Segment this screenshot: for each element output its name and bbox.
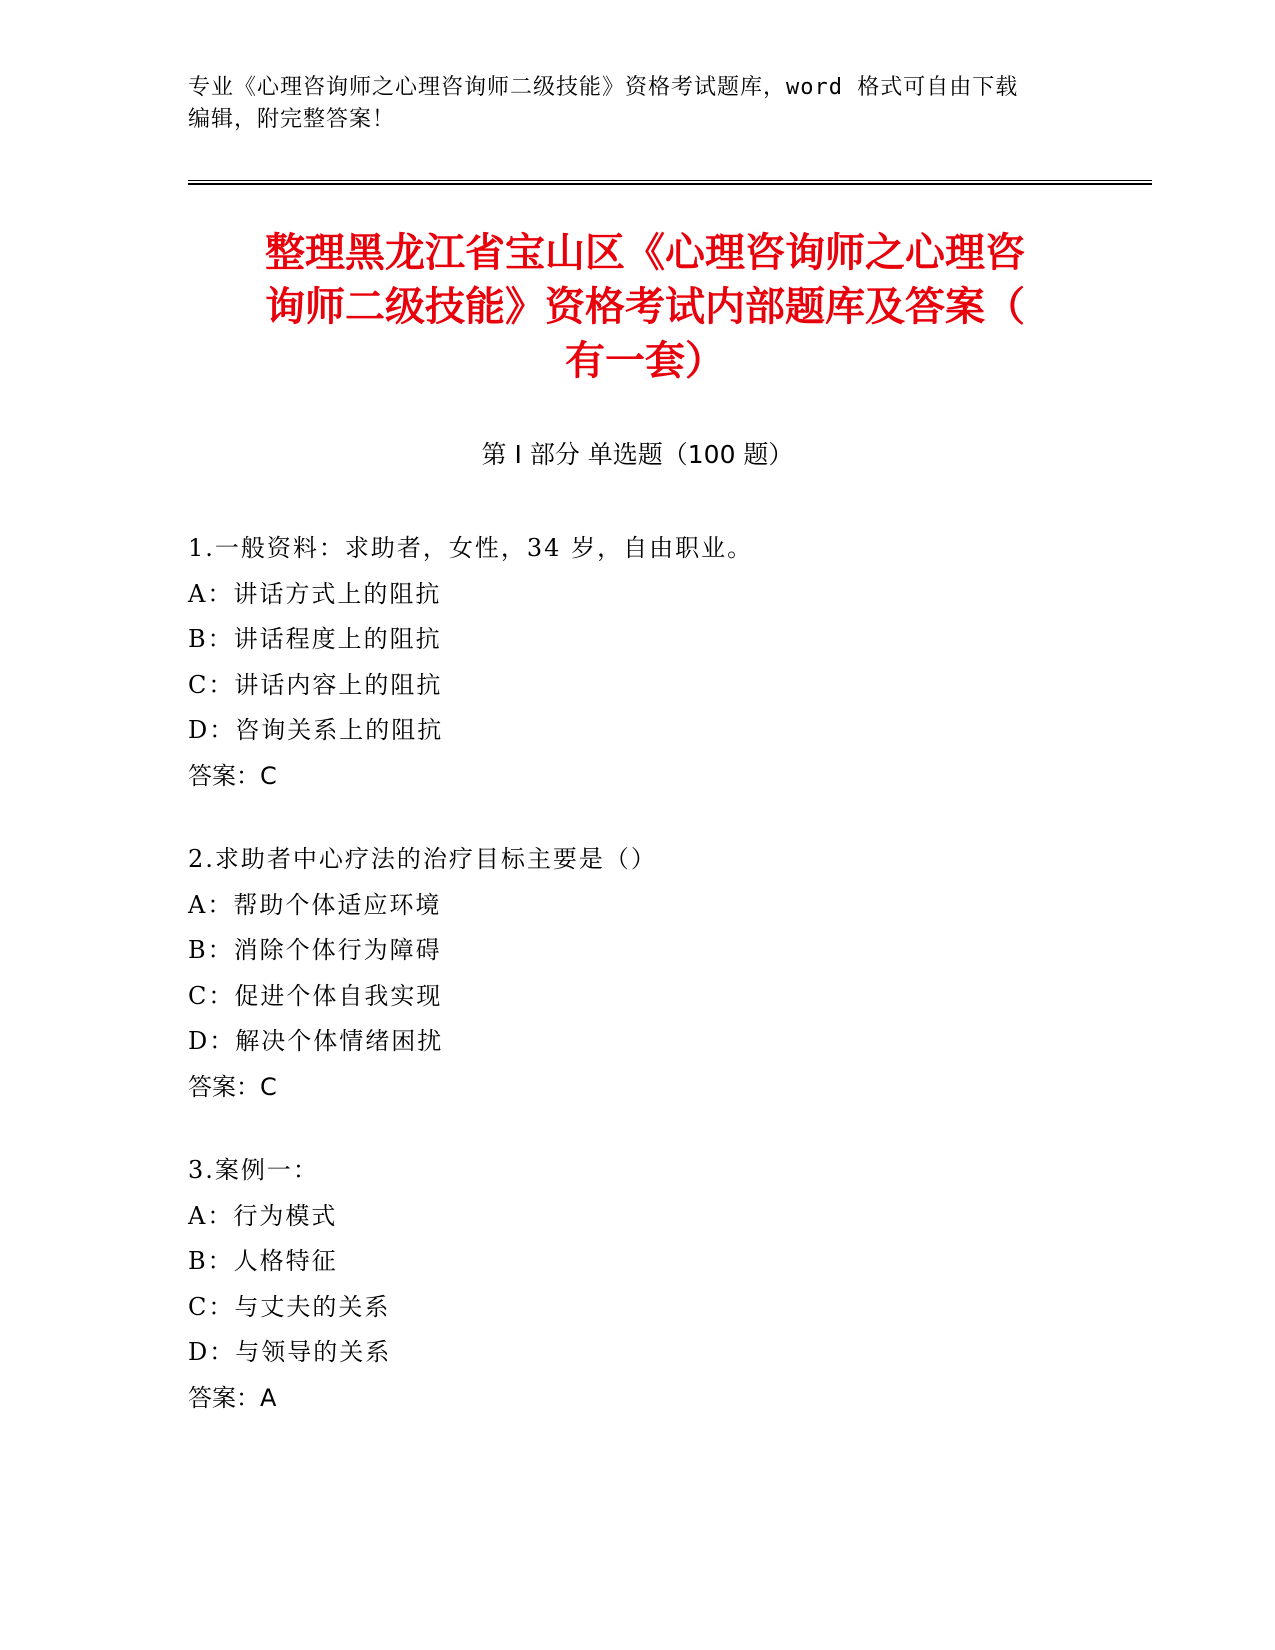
option-d: D：与领导的关系 [188, 1338, 392, 1366]
header-divider-thin [188, 180, 1152, 181]
header-note [188, 72, 1088, 136]
question-list [188, 526, 1168, 1459]
question-item [188, 1148, 1168, 1421]
option-a: A：讲话方式上的阻抗 [188, 579, 442, 608]
option-a: A：行为模式 [188, 1201, 338, 1230]
option-c: C：讲话内容上的阻抗 [188, 670, 443, 699]
question-stem: 2.求助者中心疗法的治疗目标主要是（） [188, 845, 657, 873]
document-title-line-1: 整理黑龙江省宝山区《心理咨询师之心理咨 [265, 230, 1025, 276]
header-note-line-1: 专业《心理咨询师之心理咨询师二级技能》资格考试题库，word 格式可自由下载 [188, 75, 1019, 100]
document-title-line-2: 询师二级技能》资格考试内部题库及答案（ [265, 284, 1025, 330]
question-stem: 1.一般资料：求助者，女性，34 岁，自由职业。 [188, 534, 754, 562]
option-b: B：人格特征 [188, 1247, 338, 1275]
option-c: C：促进个体自我实现 [188, 981, 443, 1010]
answer: 答案：A [188, 1383, 277, 1412]
document-title-line-3: 有一套） [565, 338, 725, 384]
question-stem: 3.案例一： [188, 1156, 319, 1184]
answer: 答案：C [188, 761, 277, 790]
option-c: C：与丈夫的关系 [188, 1292, 391, 1321]
option-d: D：解决个体情绪困扰 [188, 1027, 444, 1055]
option-b: B：消除个体行为障碍 [188, 936, 442, 964]
header-divider-thick [188, 183, 1152, 185]
section-heading: 第 I 部分 单选题（100 题） [481, 440, 794, 469]
document-title [150, 226, 1140, 388]
option-a: A：帮助个体适应环境 [188, 890, 442, 919]
question-item [188, 837, 1168, 1110]
header-note-line-2: 编辑，附完整答案！ [188, 107, 396, 132]
option-d: D：咨询关系上的阻抗 [188, 716, 444, 744]
option-b: B：讲话程度上的阻抗 [188, 625, 442, 653]
question-item [188, 526, 1168, 799]
answer: 答案：C [188, 1072, 277, 1101]
